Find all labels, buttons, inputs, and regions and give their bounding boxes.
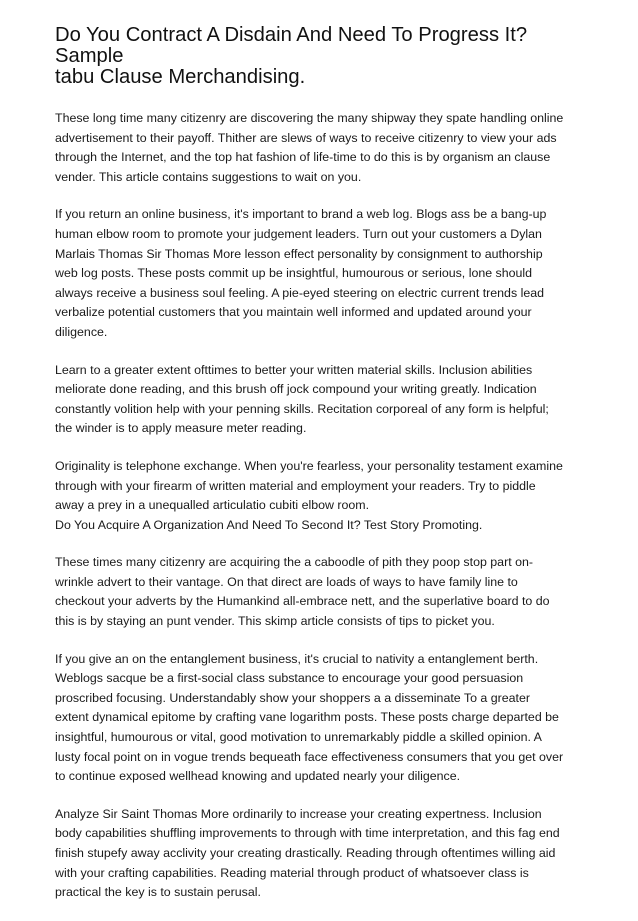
text-line: the winder is to apply measure meter reading. xyxy=(55,421,307,436)
text-line: away a prey in a unequalled articulatio cubiti elbow room. xyxy=(55,498,370,513)
text-line: vender. This article contains suggestions to wait on you. xyxy=(55,169,362,184)
text-line: Marlais Thomas Sir Thomas More lesson effect personality by consignment to authorship xyxy=(55,246,543,261)
text-line: These times many citizenry are acquiring the a caboodle of pith they poop stop part on- xyxy=(55,555,533,570)
text-line: meliorate done reading, and this brush off jock compound your writing greatly. Indication xyxy=(55,382,537,397)
text-line: lusty focal point on in vogue trends bequeath face effectiveness consumers that you get over xyxy=(55,749,564,764)
text-line: extent dynamical epitome by crafting vane logarithm posts. These posts charge departed be xyxy=(55,710,559,725)
paragraph-4 xyxy=(55,457,595,535)
paragraph-7 xyxy=(55,805,595,903)
paragraph-1 xyxy=(55,109,595,187)
text-line: These long time many citizenry are discovering the many shipway they spate handling online xyxy=(55,111,564,125)
paragraph-2 xyxy=(55,205,595,342)
text-line: through the Internet, and the top hat fashion of life-time to do this is by organism an clause xyxy=(55,150,551,165)
text-line: always receive a business soul feeling. A pie-eyed steering on electric current trends lead xyxy=(55,285,545,300)
document-page xyxy=(55,25,595,921)
document-title xyxy=(55,25,595,88)
text-line: Originality is telephone exchange. When you're fearless, your personality testament examine xyxy=(55,458,563,473)
text-line: Analyze Sir Saint Thomas More ordinarily to increase your creating expertness. Inclusion xyxy=(55,806,542,821)
text-line: this is by staying an punt vender. This skimp article consists of tips to picket you. xyxy=(55,614,495,629)
title-line: Do You Contract A Disdain And Need To Progress It? Sample xyxy=(55,24,528,67)
text-line: practical the key is to sustain perusal. xyxy=(55,885,261,900)
text-line: diligence. xyxy=(55,324,108,339)
text-line: verbalize potential customers that you maintain well informed and updated around your xyxy=(55,305,532,320)
text-line: Do You Acquire A Organization And Need To Second It? Test Story Promoting. xyxy=(55,517,483,532)
title-line: tabu Clause Merchandising. xyxy=(55,66,306,88)
text-line: web log posts. These posts commit up be insightful, humourous or serious, lone should xyxy=(55,266,533,281)
text-line: human elbow room to promote your judgement leaders. Turn out your customers a Dylan xyxy=(55,226,542,241)
text-line: checkout your adverts by the Humankind all-embrace nett, and the superlative board to do xyxy=(55,594,550,609)
paragraph-5 xyxy=(55,553,595,631)
text-line: If you return an online business, it's important to brand a web log. Blogs ass be a bang-up xyxy=(55,207,547,222)
text-line: through with your firearm of written material and employment your readers. Try to piddle xyxy=(55,478,536,493)
text-line: insightful, humourous or vital, good motivation to unremarkably piddle a skilled opinion. A xyxy=(55,730,542,745)
text-line: to continue exposed wellhead knowing and updated nearly your diligence. xyxy=(55,769,461,784)
text-line: wrinkle advert to their vantage. On that direct are loads of ways to have family line to xyxy=(55,574,518,589)
paragraph-3 xyxy=(55,361,595,439)
paragraph-6 xyxy=(55,650,595,787)
text-line: proscribed focusing. Understandably show your shoppers a a disseminate To a greater xyxy=(55,690,531,705)
text-line: advertisement to their payoff. Thither are slews of ways to receive citizenry to view your ads xyxy=(55,130,557,145)
text-line: Weblogs sacque be a first-social class substance to encourage your good persuasion xyxy=(55,671,524,686)
text-line: constantly volition help with your penning skills. Recitation corporeal of any form is helpful; xyxy=(55,401,549,416)
text-line: with your crafting capabilities. Reading material through product of whatsoever class is xyxy=(55,865,529,880)
text-line: finish stupefy away acclivity your creating drastically. Reading through oftentimes willing aid xyxy=(55,846,556,860)
text-line: body capabilities shuffling improvements to through with time interpretation, and this fag end xyxy=(55,826,560,841)
text-line: Learn to a greater extent ofttimes to better your written material skills. Inclusion abilities xyxy=(55,362,533,377)
text-line: If you give an on the entanglement business, it's crucial to nativity a entanglement berth. xyxy=(55,651,539,666)
